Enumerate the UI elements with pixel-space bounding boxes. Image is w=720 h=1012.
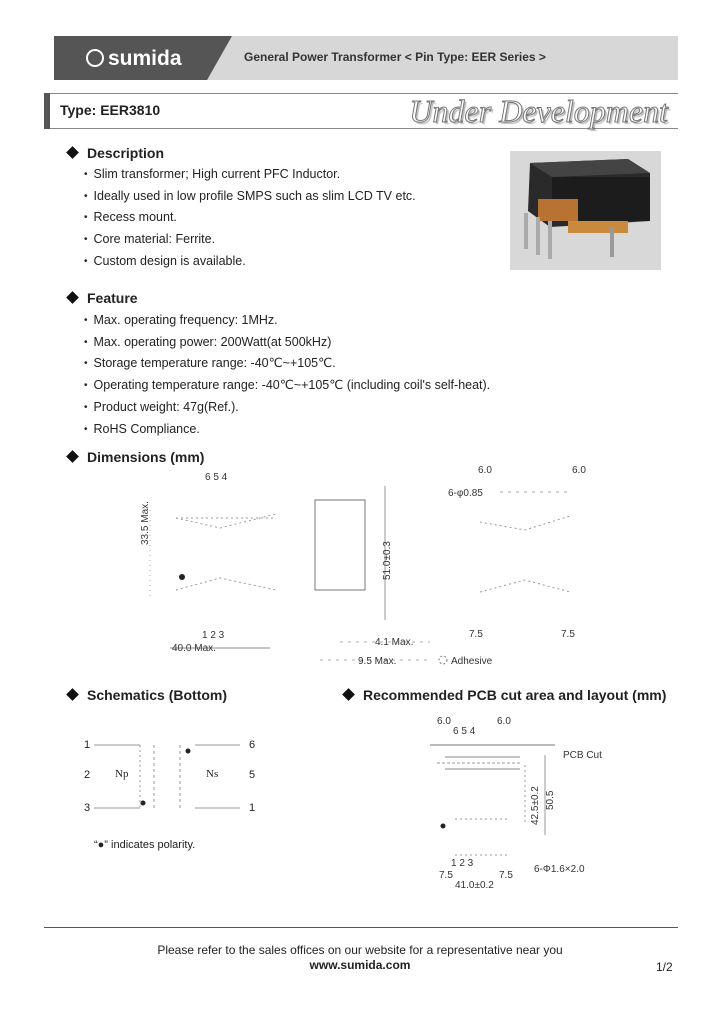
- pcb-cut-label: PCB Cut: [563, 750, 602, 761]
- pcb-hole-spec: 6-Φ1.6×2.0: [534, 864, 585, 875]
- dim-side-95: 9.5 Max.: [358, 656, 397, 667]
- description-item: • Ideally used in low profile SMPS such as slim LCD TV etc.: [84, 186, 416, 208]
- transformer-photo-illustration: [510, 151, 661, 270]
- diamond-bullet-icon: [342, 688, 355, 701]
- feature-item: • Max. operating frequency: 1MHz.: [84, 310, 490, 332]
- feature-list: [84, 310, 490, 440]
- dim-r-75-right: 7.5: [561, 629, 575, 640]
- schematic-ns: Ns: [206, 768, 219, 780]
- under-development-watermark: Under Development: [409, 93, 668, 129]
- pcb-heading: [344, 687, 666, 703]
- schematic-np: Np: [115, 768, 129, 780]
- dim-r-085: 6-φ0.85: [448, 488, 483, 499]
- diamond-bullet-icon: [66, 450, 79, 463]
- pcb-dim-505: 50.5: [545, 790, 556, 810]
- dim-r-60-left: 6.0: [478, 465, 492, 476]
- schematic-pin-right-5: 5: [249, 769, 256, 781]
- pcb-top-60-left: 6.0: [437, 716, 451, 727]
- dim-adhesive: Adhesive: [451, 656, 493, 667]
- dim-side-height: 51.0±0.3: [382, 541, 393, 580]
- dim-r-75-left: 7.5: [469, 629, 483, 640]
- feature-item: • Storage temperature range: -40℃~+105℃.: [84, 353, 490, 375]
- feature-item: • RoHS Compliance.: [84, 419, 490, 441]
- schematic-pin-left-3: 3: [84, 802, 91, 814]
- description-item: • Core material: Ferrite.: [84, 229, 416, 251]
- schematic-drawing: [80, 735, 270, 820]
- description-item: • Custom design is available.: [84, 251, 416, 273]
- pcb-dim-41: 41.0±0.2: [455, 880, 494, 891]
- page-number: 1/2: [656, 960, 673, 974]
- footer-divider: [44, 927, 678, 928]
- description-list: [84, 164, 416, 273]
- dimensions-heading: [68, 449, 204, 465]
- pcb-dim-425: 42.5±0.2: [530, 786, 541, 825]
- dim-width: 40.0 Max.: [172, 643, 216, 654]
- pcb-top-pins: 6 5 4: [453, 726, 476, 737]
- header-title: General Power Transformer < Pin Type: EER Series >: [244, 50, 546, 64]
- sumida-logo-icon: [86, 49, 104, 67]
- description-heading: [68, 145, 164, 161]
- polarity-note: “●” indicates polarity.: [94, 839, 196, 851]
- feature-heading: [68, 290, 138, 306]
- dim-bottom-pins: 1 2 3: [202, 630, 225, 641]
- feature-item: • Operating temperature range: -40℃~+105℃ (including coil's self-heat).: [84, 375, 490, 397]
- pcb-top-60-right: 6.0: [497, 716, 511, 727]
- dim-top-pins: 6 5 4: [205, 472, 228, 483]
- dim-height: 33.5 Max.: [140, 501, 151, 545]
- diamond-bullet-icon: [66, 688, 79, 701]
- schematic-pin-right-1: 1: [249, 802, 256, 814]
- schematics-heading: [68, 687, 227, 703]
- type-bar-stripe: [44, 93, 50, 129]
- pcb-bottom-pins: 1 2 3: [451, 858, 474, 869]
- description-item: • Slim transformer; High current PFC Inductor.: [84, 164, 416, 186]
- type-label: Type: EER3810: [60, 102, 161, 118]
- schematic-pin-left-2: 2: [84, 769, 91, 781]
- schematic-pin-right-6: 6: [249, 739, 256, 751]
- description-item: • Recess mount.: [84, 207, 416, 229]
- dim-r-60-right: 6.0: [572, 465, 586, 476]
- feature-item: • Product weight: 47g(Ref.).: [84, 397, 490, 419]
- schematic-pin-left-1: 1: [84, 739, 91, 751]
- description-heading-text: Description: [87, 145, 165, 161]
- dim-side-41: 4.1 Max.: [375, 637, 414, 648]
- dimensions-heading-text: Dimensions (mm): [87, 449, 205, 465]
- pcb-dim-75-right: 7.5: [499, 870, 513, 881]
- schematics-heading-text: Schematics (Bottom): [87, 687, 228, 703]
- diamond-bullet-icon: [66, 291, 79, 304]
- pcb-heading-text: Recommended PCB cut area and layout (mm): [363, 687, 667, 703]
- footer-website-link[interactable]: www.sumida.com: [309, 958, 411, 972]
- feature-item: • Max. operating power: 200Watt(at 500kHz): [84, 332, 490, 354]
- brand-logo: [86, 47, 182, 71]
- product-photo: [510, 151, 661, 270]
- footer-note: Please refer to the sales offices on our website for a representative near you: [157, 943, 563, 957]
- brand-name: sumida: [108, 47, 182, 70]
- pcb-dim-75-left: 7.5: [439, 870, 453, 881]
- feature-heading-text: Feature: [87, 290, 138, 306]
- diamond-bullet-icon: [66, 146, 79, 159]
